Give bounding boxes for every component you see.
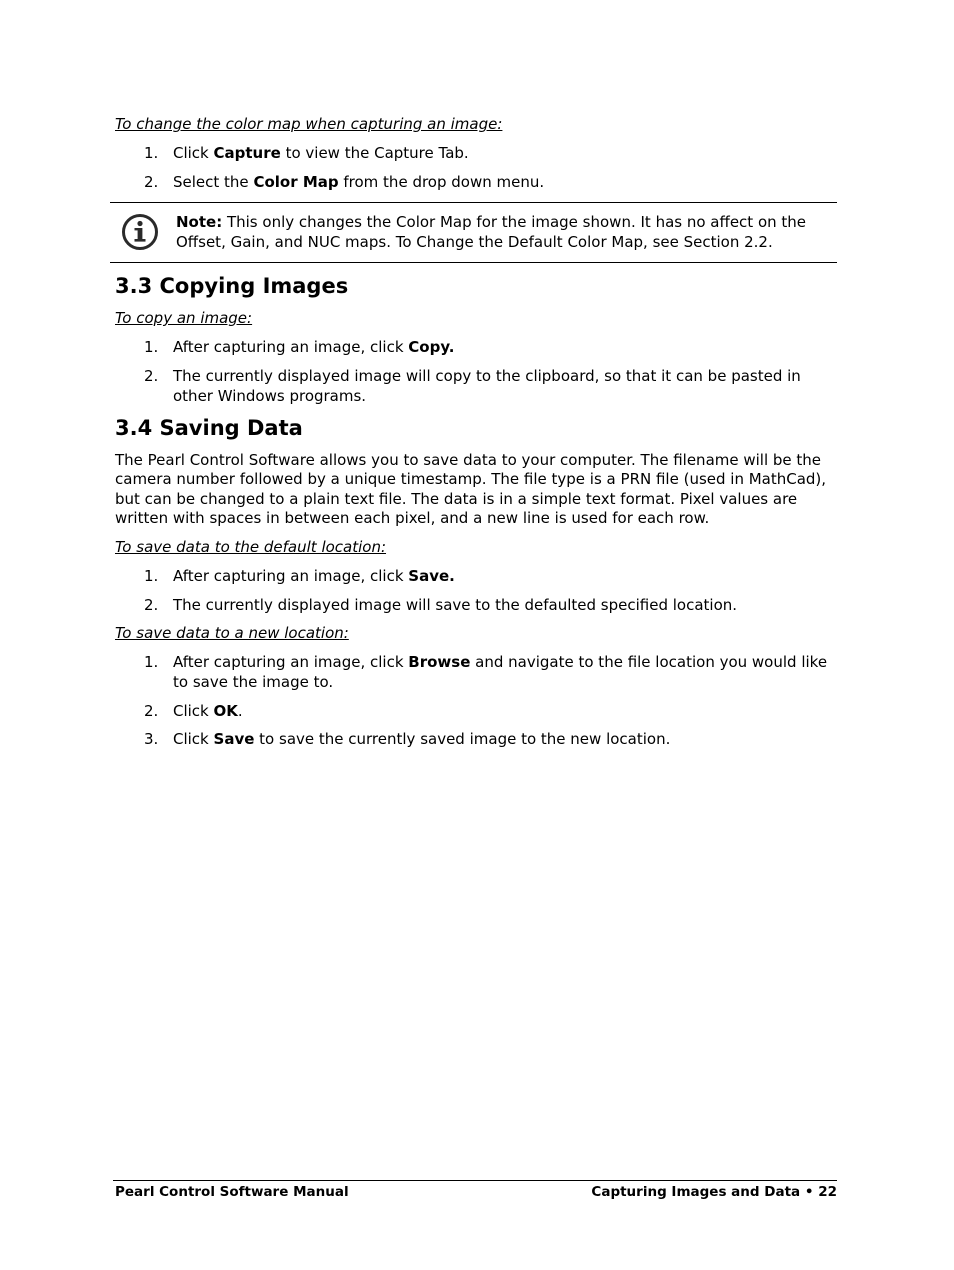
note-bottom-rule [110, 262, 837, 263]
step-number: 1. [144, 338, 159, 356]
section-heading-saving-data: 3.4 Saving Data [115, 416, 303, 440]
procedure-heading-color-map: To change the color map when capturing an image: [115, 115, 503, 133]
step-text: The currently displayed image will copy to the clipboard, so that it can be pasted in other Windows programs. [173, 367, 801, 405]
info-icon [121, 213, 159, 251]
step-text: Select the Color Map from the drop down menu. [173, 173, 545, 191]
step-number: 1. [144, 144, 159, 162]
procedure-heading-new-location: To save data to a new location: [115, 624, 349, 642]
footer-bullet: • [804, 1184, 814, 1200]
note-top-rule [110, 202, 837, 203]
footer-manual-title: Pearl Control Software Manual [115, 1184, 349, 1200]
step-text: After capturing an image, click Copy. [173, 338, 455, 356]
step-number: 2. [144, 173, 159, 191]
step-number: 1. [144, 653, 159, 671]
step-number: 1. [144, 567, 159, 585]
note-text: Note: This only changes the Color Map for the image shown. It has no affect on the Offset, Gain, and NUC maps. To Change the Default Color Map, see Section 2.2. [176, 213, 807, 251]
step-number: 2. [144, 702, 159, 720]
procedure-heading-copy: To copy an image: [115, 309, 253, 327]
section-heading-copying-images: 3.3 Copying Images [115, 274, 349, 298]
step-text: Click Save to save the currently saved image to the new location. [173, 730, 671, 748]
step-text: Click Capture to view the Capture Tab. [173, 144, 469, 162]
footer-rule [113, 1180, 837, 1181]
step-text: The currently displayed image will save to the defaulted specified location. [173, 596, 738, 614]
step-number: 2. [144, 596, 159, 614]
step-text: Click OK. [173, 702, 243, 720]
procedure-heading-default-location: To save data to the default location: [115, 538, 387, 556]
step-number: 3. [144, 730, 159, 748]
page-number: 22 [818, 1184, 837, 1200]
step-number: 2. [144, 367, 159, 385]
footer-chapter: Capturing Images and Data [591, 1184, 801, 1200]
step-text: After capturing an image, click Save. [173, 567, 455, 585]
body-paragraph: The Pearl Control Software allows you to save data to your computer. The filename will be the camera number followed by a unique timestamp. The file type is a PRN file (used in MathCad), but can be changed to a plain text file. The data is in a simple text format. Pixel values are written with spaces in between each pixel, and a new line is used for each row. [115, 451, 827, 528]
step-text: After capturing an image, click Browse and navigate to the file location you would like to save the image to. [173, 653, 828, 691]
footer-chapter-page [591, 1184, 837, 1201]
